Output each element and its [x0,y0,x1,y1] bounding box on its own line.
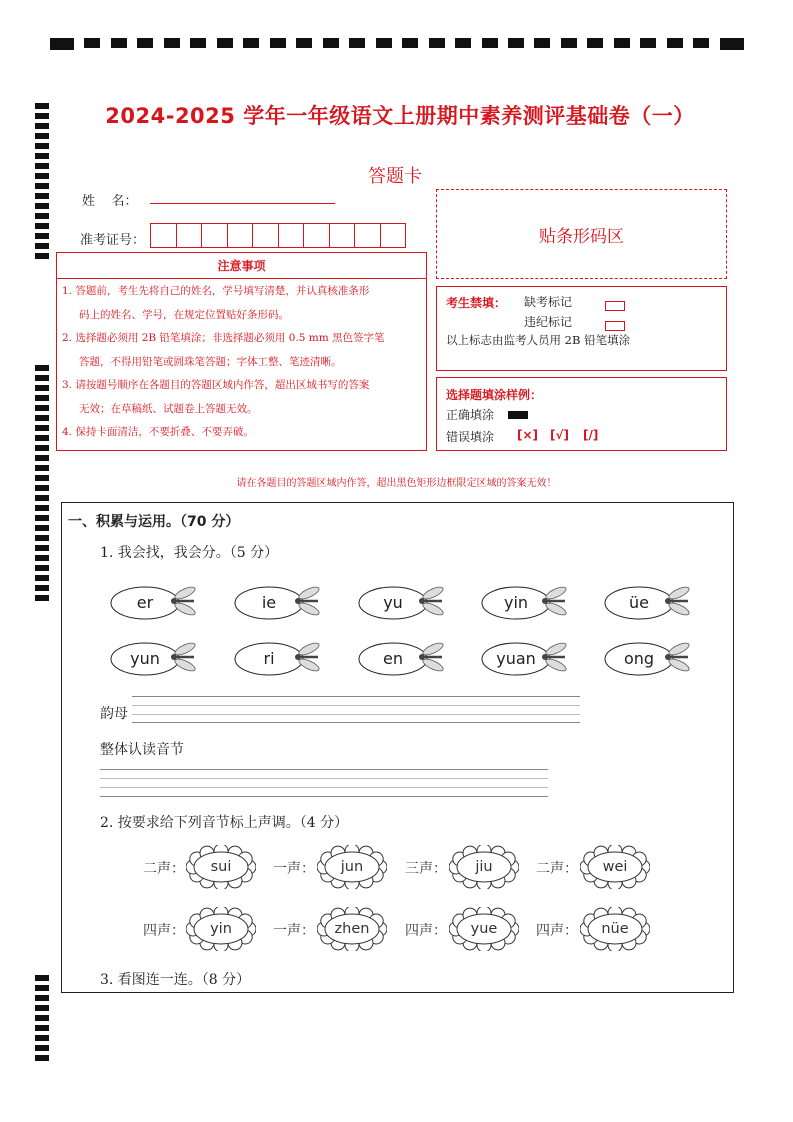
timing-mark [35,405,49,411]
timing-mark [50,38,74,50]
timing-mark [35,173,49,179]
timing-mark [35,515,49,521]
note-item: 2. 选择题必须用 2B 铅笔填涂；非选择题必须用 0.5 mm 黑色签字笔 答题，不得用铅笔或圆珠笔答题；字体工整、笔迹清晰。 [62,332,385,368]
section-1-heading: 一、积累与运用。（70 分） [68,514,240,530]
wrong-fill-mark-1: [×] [517,428,539,442]
wrong-fill-label: 错误填涂 [446,430,495,444]
violation-mark-label: 违纪标记 [524,315,573,329]
timing-mark [35,203,49,209]
correct-fill-label: 正确填涂 [446,408,495,422]
id-digit-cell[interactable] [227,223,254,248]
timing-mark [296,38,312,48]
whole-syllables-label: 整体认读音节 [100,742,184,758]
flower-syllable-text: jiu [475,859,493,875]
timing-mark [35,545,49,551]
exam-marks-label: 考生禁填： [446,296,507,310]
syllable-text: yu [383,593,403,612]
name-label: 姓 名： [82,194,138,209]
timing-mark [35,123,49,129]
id-digit-cell[interactable] [252,223,279,248]
timing-mark [35,435,49,441]
notes-heading: 注意事项 [57,253,426,279]
timing-mark [35,415,49,421]
timing-mark [35,213,49,219]
syllable-flower[interactable] [186,907,256,951]
note-item: 3. 请按题号顺序在各题目的答题区域内作答，超出区域书写的答案 无效；在草稿纸、试题卷上答题无效。 [62,379,370,415]
flower-syllable-text: yin [210,921,232,937]
timing-mark [640,38,656,48]
timing-mark [35,585,49,591]
syllable-flower[interactable] [449,907,519,951]
syllable-card [481,641,571,677]
tone-label: 二声： [536,861,578,877]
timing-mark [35,1005,49,1011]
timing-mark [482,38,498,48]
absent-mark-box[interactable] [605,295,625,314]
note-item: 1. 答题前，考生先将自己的姓名，学号填写清楚，并认真核准条形 码上的姓名、学号，在规定位置贴好条形码。 [62,285,370,321]
timing-mark [455,38,471,48]
syllable-card [604,641,694,677]
timing-mark [84,38,100,48]
syllable-text: yin [503,593,529,612]
timing-mark [35,395,49,401]
wrong-fill-mark-2: [√] [550,428,569,442]
exam-marks-note: 以上标志由监考人员用 2B 铅笔填涂 [446,333,631,347]
timing-mark [111,38,127,48]
question-2-title: 2. 按要求给下列音节标上声调。（4 分） [100,815,349,831]
syllable-card [234,641,324,677]
timing-mark [35,985,49,991]
fill-sample-label: 选择题填涂样例： [446,388,543,402]
timing-mark [35,495,49,501]
syllable-flower[interactable] [186,845,256,889]
syllable-flower[interactable] [449,845,519,889]
timing-mark [35,253,49,259]
timing-mark [35,485,49,491]
syllable-flower[interactable] [580,907,650,951]
timing-mark [323,38,339,48]
syllable-text: ri [263,649,275,668]
timing-mark [35,243,49,249]
syllable-text: ie [261,593,277,612]
tone-label: 四声： [143,923,185,939]
timing-mark [35,575,49,581]
timing-mark [35,465,49,471]
timing-mark [35,153,49,159]
name-input-line[interactable] [150,203,335,204]
page-title: 2024-2025 学年一年级语文上册期中素养测评基础卷（一） [105,104,695,128]
timing-mark [508,38,524,48]
syllable-card [358,641,448,677]
timing-mark [429,38,445,48]
id-digit-cell[interactable] [176,223,203,248]
tone-label: 二声： [143,861,185,877]
timing-mark [35,505,49,511]
syllable-card [358,585,448,621]
notes-box [56,252,427,451]
tone-label: 一声： [273,861,315,877]
timing-mark [35,1045,49,1051]
timing-mark [561,38,577,48]
syllable-flower[interactable] [317,907,387,951]
timing-mark [35,1015,49,1021]
timing-mark [35,1055,49,1061]
timing-mark [270,38,286,48]
timing-mark [35,445,49,451]
timing-mark [35,365,49,371]
timing-mark [35,475,49,481]
flower-syllable-text: wei [602,859,628,875]
timing-mark [35,113,49,119]
timing-mark [243,38,259,48]
timing-mark [376,38,392,48]
timing-mark [35,133,49,139]
absent-mark-label: 缺考标记 [524,295,573,309]
timing-mark [35,223,49,229]
syllable-text: yuan [496,649,536,668]
left-timing-marks-lower [35,975,49,1061]
syllable-card [110,585,200,621]
finals-writing-lines[interactable] [132,696,580,723]
wrong-fill-mark-3: [/] [583,428,599,442]
id-digit-cell[interactable] [150,223,177,248]
timing-mark [35,103,49,109]
timing-mark [35,1035,49,1041]
id-digit-cell[interactable] [380,223,407,248]
timing-mark [587,38,603,48]
timing-mark [349,38,365,48]
question-1-title: 1. 我会找，我会分。（5 分） [100,545,279,561]
correct-fill-sample [508,411,528,419]
barcode-area [436,189,727,279]
tone-label: 一声： [273,923,315,939]
timing-mark [35,565,49,571]
timing-mark [614,38,630,48]
id-digit-cell[interactable] [329,223,356,248]
answer-area-warning: 请在各题目的答题区域内作答，超出黑色矩形边框限定区域的答案无效！ [236,478,557,489]
flower-syllable-text: zhen [334,921,370,937]
timing-mark [534,38,550,48]
syllable-text: yun [130,649,160,668]
id-digit-cell[interactable] [201,223,228,248]
timing-mark [402,38,418,48]
id-digit-cell[interactable] [303,223,330,248]
syllable-card [110,641,200,677]
timing-mark [35,975,49,981]
question-3-title: 3. 看图连一连。（8 分） [100,972,251,988]
timing-mark [35,555,49,561]
syllable-card [234,585,324,621]
timing-mark [35,595,49,601]
flower-syllable-text: yue [470,921,498,937]
timing-mark [35,425,49,431]
timing-mark [35,143,49,149]
timing-mark [35,995,49,1001]
id-number-grid[interactable] [151,223,406,248]
syllable-card [481,585,571,621]
syllable-text: üe [629,593,649,612]
syllable-flower[interactable] [580,845,650,889]
left-timing-marks-upper [35,103,49,259]
exam-marks-box [436,286,727,371]
timing-mark [217,38,233,48]
timing-mark [693,38,709,48]
timing-mark [35,375,49,381]
timing-mark [35,233,49,239]
left-timing-marks-middle [35,365,49,601]
timing-mark [35,163,49,169]
id-digit-cell[interactable] [354,223,381,248]
tone-label: 四声： [405,923,447,939]
syllable-flower[interactable] [317,845,387,889]
timing-mark [667,38,683,48]
timing-mark [137,38,153,48]
timing-mark [35,455,49,461]
top-timing-marks [50,38,744,50]
syllable-text: en [383,649,403,668]
syllable-text: ong [623,649,655,668]
answer-card-title: 答题卡 [368,166,422,187]
timing-mark [35,385,49,391]
tone-label: 三声： [405,861,447,877]
flower-syllable-text: jun [340,859,364,875]
timing-mark [720,38,744,50]
id-label: 准考证号： [80,233,146,248]
timing-mark [35,1025,49,1031]
id-digit-cell[interactable] [278,223,305,248]
timing-mark [190,38,206,48]
fill-sample-box [436,377,727,451]
timing-mark [35,183,49,189]
note-item: 4. 保持卡面清洁，不要折叠、不要弄破。 [62,426,254,438]
timing-mark [35,193,49,199]
timing-mark [35,525,49,531]
finals-label: 韵母 [100,706,128,722]
syllable-text: er [136,593,154,612]
timing-mark [164,38,180,48]
whole-syllables-writing-lines[interactable] [100,769,548,797]
tone-label: 四声： [536,923,578,939]
syllable-card [604,585,694,621]
flower-syllable-text: nüe [601,921,629,937]
barcode-label: 贴条形码区 [539,226,624,247]
flower-syllable-text: sui [210,859,232,875]
timing-mark [35,535,49,541]
